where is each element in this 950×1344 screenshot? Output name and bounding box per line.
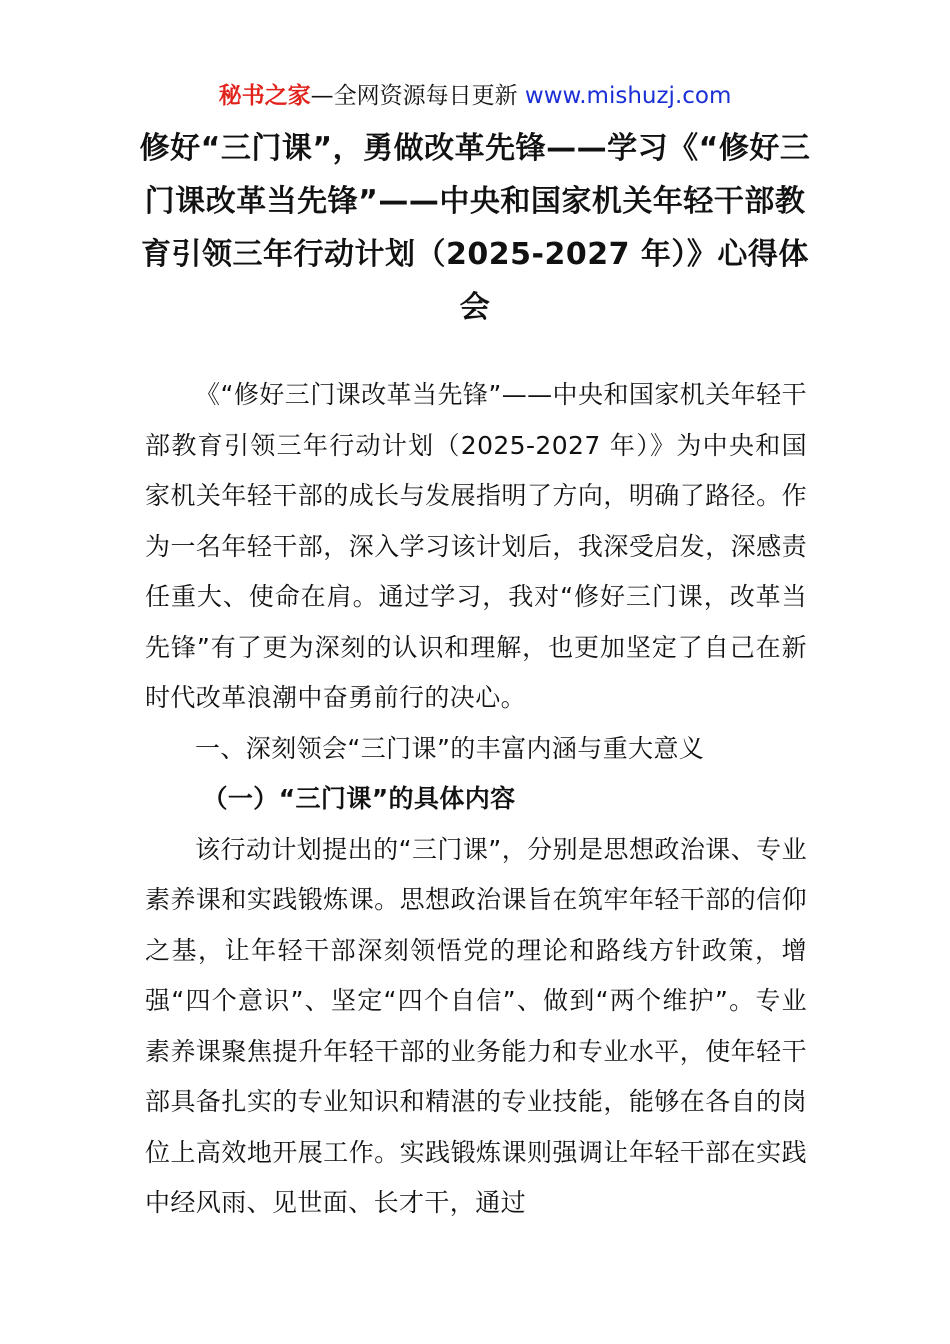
site-tagline: —全网资源每日更新	[310, 83, 518, 109]
site-url-link[interactable]: www.mishuzj.com	[524, 83, 732, 109]
section-heading: 一、深刻领会“三门课”的丰富内涵与重大意义	[195, 733, 705, 763]
content-paragraph: 该行动计划提出的“三门课”，分别是思想政治课、专业素养课和实践锻炼课。思想政治课旨在筑牢年轻干部的信仰之基，让年轻干部深刻领悟党的理论和路线方针政策，增强“四个意识”、坚定“四个自信”、做到“两个维护”。专业素养课聚焦提升年轻干部的业务能力和专业水平，使年轻干部具备扎实的专业知识和精湛的专业技能，能够在各自的岗位上高效地开展工作。实践锻炼课则强调让年轻干部在实践中经风雨、见世面、长才干，通过	[145, 834, 807, 1217]
site-header	[0, 80, 950, 112]
site-brand: 秘书之家	[218, 83, 311, 109]
intro-paragraph: 《“修好三门课改革当先锋”——中央和国家机关年轻干部教育引领三年行动计划（2025-2027 年）》为中央和国家机关年轻干部的成长与发展指明了方向，明确了路径。作为一名年轻干部，深入学习该计划后，我深受启发，深感责任重大、使命在肩。通过学习，我对“修好三门课，改革当先锋”有了更为深刻的认识和理解，也更加坚定了自己在新时代改革浪潮中奋勇前行的决心。	[145, 380, 807, 712]
document-body	[145, 370, 807, 1229]
document-title: 修好“三门课”，勇做改革先锋——学习《“修好三门课改革当先锋”——中央和国家机关年轻干部教育引领三年行动计划（2025-2027 年）》心得体会	[139, 131, 811, 325]
subsection-heading: （一）“三门课”的具体内容	[202, 784, 516, 813]
